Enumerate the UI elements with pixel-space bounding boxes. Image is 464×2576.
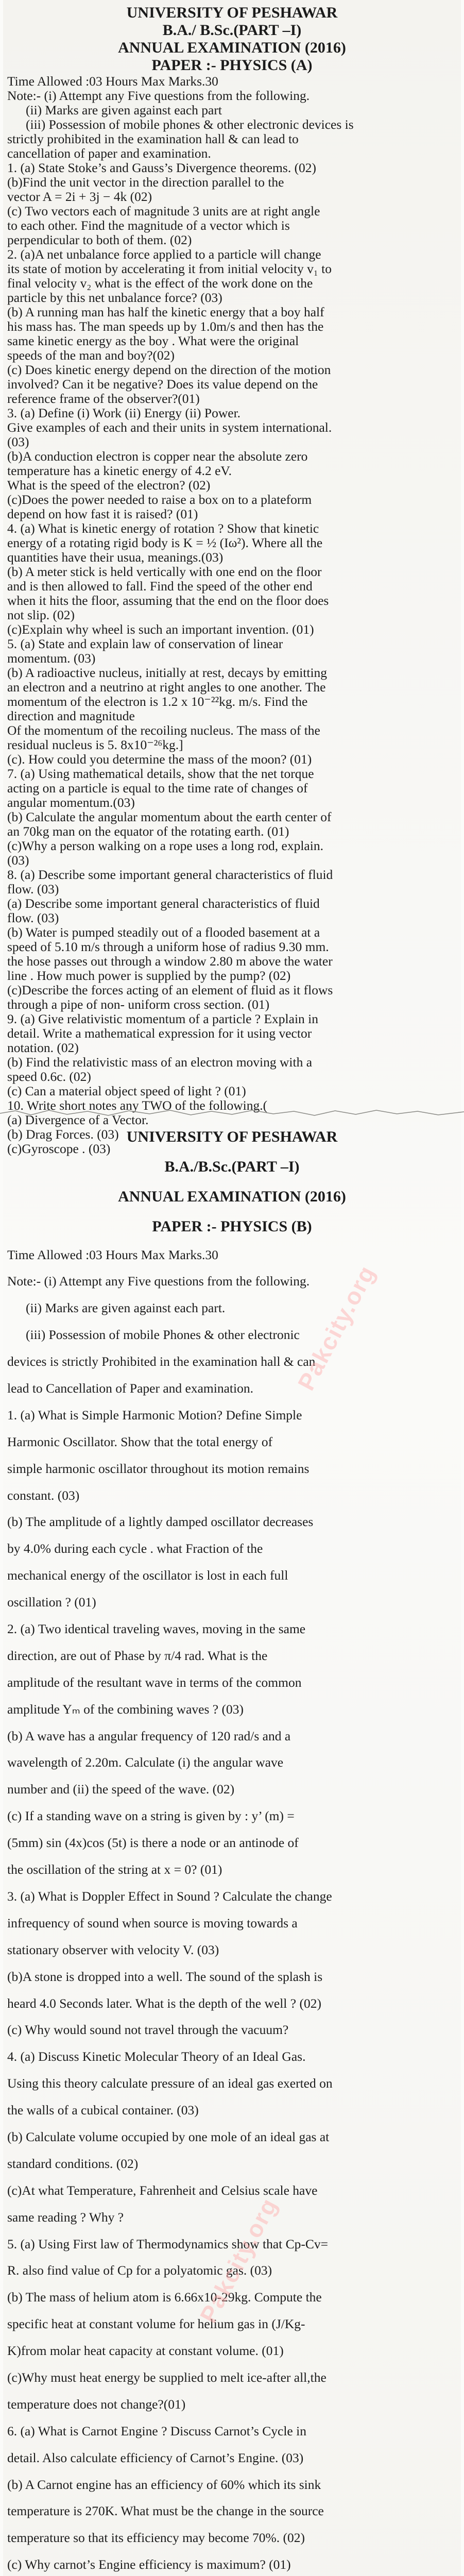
- header-line: PAPER :- PHYSICS (A): [151, 57, 313, 74]
- question-text-line: line . How much power is supplied by the pump? (02): [7, 969, 291, 983]
- question-text-line: speeds of the man and boy?(02): [7, 348, 175, 363]
- question-text-line: K)from molar heat capacity at constant volume. (01): [7, 2344, 284, 2359]
- question-text-line: (b) Calculate volume occupied by one mole of an ideal gas at: [7, 2129, 330, 2144]
- question-text-line: the oscillation of the string at x = 0? (01): [7, 1862, 222, 1877]
- question-text-line: (c) Why would sound not travel through the vacuum?: [7, 2023, 289, 2038]
- question-text-line: Note:- (i) Attempt any Five questions from the following.: [7, 1274, 310, 1289]
- question-text-line: number and (ii) the speed of the wave. (02): [7, 1782, 235, 1797]
- question-text-line: Time Allowed :03 Hours Max Marks.30: [7, 74, 218, 89]
- question-text-line: oscillation ? (01): [7, 1595, 96, 1610]
- question-text-line: 1. (a) State Stoke’s and Gauss’s Divergence theorems. (02): [7, 161, 317, 175]
- question-text-line: (b) The amplitude of a lightly damped oscillator decreases: [7, 1515, 314, 1530]
- question-text-line: (b) Find the relativistic mass of an electron moving with a: [7, 1055, 313, 1070]
- question-text-line: stationary observer with velocity V. (03): [7, 1942, 219, 1957]
- question-text-line: to each other. Find the magnitude of a vector which is: [7, 218, 290, 233]
- question-text-line: (b) A Carnot engine has an efficiency of 60% which its sink: [7, 2477, 321, 2492]
- question-text-line: notation. (02): [7, 1041, 79, 1055]
- question-text-line: heard 4.0 Seconds later. What is the depth of the well ? (02): [7, 1996, 321, 2011]
- question-text-line: (b) Calculate the angular momentum about the earth center of: [7, 810, 332, 824]
- question-text-line: R. also find value of Cp for a polyatomic gas. (03): [7, 2263, 272, 2278]
- question-text-line: detail. Write a mathematical expression for it using vector: [7, 1026, 312, 1041]
- header-line: UNIVERSITY OF PESHAWAR: [126, 4, 338, 21]
- question-text-line: same reading ? Why ?: [7, 2210, 124, 2225]
- question-text-line: perpendicular to both of them. (02): [7, 233, 192, 247]
- question-text-line: (b) Water is pumped steadily out of a flooded basement at a: [7, 925, 320, 940]
- question-text-line: (03): [7, 853, 29, 868]
- question-text-line: speed of 5.10 m/s through a uniform hose of radius 9.30 mm.: [7, 940, 329, 954]
- question-text-line: momentum. (03): [7, 651, 96, 666]
- question-text-line: acting on a particle is equal to the time rate of changes of: [7, 781, 308, 795]
- question-text-line: Time Allowed :03 Hours Max Marks.30: [7, 1247, 218, 1262]
- question-text-line: through a pipe of non- uniform cross section. (01): [7, 997, 270, 1012]
- torn-edge-divider: [0, 1108, 464, 1119]
- question-text-line: 6. (a) What is Carnot Engine ? Discuss Carnot’s Cycle in: [7, 2424, 306, 2438]
- question-text-line: (b) A running man has half the kinetic energy that a boy half: [7, 305, 324, 319]
- question-text-line: direction and magnitude: [7, 709, 135, 723]
- question-text-line: Using this theory calculate pressure of an ideal gas exerted on: [7, 2076, 333, 2091]
- question-text-line: his mass has. The man speeds up by 1.0m/s and then has the: [7, 319, 324, 334]
- question-text-line: 9. (a) Give relativistic momentum of a particle ? Explain in: [7, 1012, 319, 1026]
- question-text-line: involved? Can it be negative? Does its value depend on the: [7, 377, 318, 392]
- question-text-line: 1. (a) What is Simple Harmonic Motion? Define Simple: [7, 1408, 302, 1422]
- question-text-line: depend on how fast it is raised? (01): [7, 507, 198, 521]
- question-text-line: (b) The mass of helium atom is 6.66x10-29kg. Compute the: [7, 2290, 322, 2305]
- paper-a-questions: [7, 74, 457, 1156]
- question-text-line: quantities have their usua, meanings.(03): [7, 550, 224, 565]
- question-text-line: simple harmonic oscillator throughout its motion remains: [7, 1461, 310, 1476]
- question-text-line: (b) A wave has a angular frequency of 120 rad/s and a: [7, 1728, 291, 1743]
- question-text-line: angular momentum.(03): [7, 795, 135, 810]
- question-text-line: the hose passes out through a window 2.80 m above the water: [7, 954, 333, 969]
- physics-b-paper: [7, 1128, 457, 2576]
- question-text-line: not slip. (02): [7, 608, 75, 622]
- question-text-line: (c) Can a material object speed of light ? (01): [7, 1084, 246, 1098]
- question-text-line: (b) A meter stick is held vertically with one end on the floor: [7, 565, 322, 579]
- question-text-line: temperature is 270K. What must be the change in the source: [7, 2504, 324, 2519]
- question-text-line: 10. Write short notes any TWO of the following.(: [7, 1098, 268, 1113]
- question-text-line: the walls of a cubical container. (03): [7, 2103, 199, 2118]
- question-text-line: reference frame of the observer?(01): [7, 392, 200, 406]
- question-text-line: 5. (a) Using First law of Thermodynamics show that Cp-Cv=: [7, 2236, 329, 2251]
- question-text-line: lead to Cancellation of Paper and examination.: [7, 1381, 253, 1396]
- question-text-line: 4. (a) Discuss Kinetic Molecular Theory of an Ideal Gas.: [7, 2049, 306, 2064]
- question-text-line: (b)A stone is dropped into a well. The sound of the splash is: [7, 1969, 323, 1984]
- header-line: PAPER :- PHYSICS (B): [152, 1217, 312, 1235]
- question-text-line: (c)At what Temperature, Fahrenheit and Celsius scale have: [7, 2183, 318, 2198]
- question-text-line: (b) A radioactive nucleus, initially at rest, decays by emitting: [7, 666, 328, 680]
- question-text-line: Give examples of each and their units in system international.: [7, 420, 332, 435]
- question-text-line: detail. Also calculate efficiency of Carnot’s Engine. (03): [7, 2450, 304, 2465]
- question-text-line: 7. (a) Using mathematical details, show that the net torque: [7, 767, 314, 781]
- question-text-line: direction, are out of Phase by π/4 rad. What is the: [7, 1648, 268, 1663]
- question-text-line: 2. (a)A net unbalance force applied to a particle will change: [7, 247, 321, 262]
- question-text-line: mechanical energy of the oscillator is lost in each full: [7, 1568, 288, 1583]
- watermark-logo: Pakcity.org: [194, 2193, 283, 2327]
- question-text-line: (b) Drag Forces. (03): [7, 1127, 119, 1142]
- question-text-line: strictly prohibited in the examination hall & can lead to: [7, 132, 299, 146]
- question-text-line: (ii) Marks are given against each part: [26, 103, 222, 117]
- question-text-line: amplitude of the resultant wave in terms of the common: [7, 1675, 302, 1690]
- header-line: B.A./B.Sc.(PART –I): [164, 1158, 300, 1175]
- question-text-line: (iii) Possession of mobile Phones & other electronic: [26, 1328, 300, 1343]
- question-text-line: (c) Does kinetic energy depend on the direction of the motion: [7, 363, 331, 377]
- question-text-line: (5mm) sin (4x)cos (5t) is there a node or an antinode of: [7, 1836, 299, 1851]
- question-text-line: 4. (a) What is kinetic energy of rotation ? Show that kinetic: [7, 521, 319, 536]
- header-line: UNIVERSITY OF PESHAWAR: [126, 1128, 338, 1145]
- question-text-line: speed 0.6c. (02): [7, 1070, 91, 1084]
- question-text-line: final velocity v₂ what is the effect of the work done on the: [7, 276, 313, 291]
- question-text-line: (c)Why a person walking on a rope uses a long rod, explain.: [7, 839, 323, 853]
- header-line: B.A./ B.Sc.(PART –I): [162, 22, 302, 39]
- question-text-line: (03): [7, 435, 29, 449]
- question-text-line: specific heat at constant volume for helium gas in (J/Kg-: [7, 2317, 305, 2332]
- question-text-line: momentum of the electron is 1.2 x 10⁻²²kg. m/s. Find the: [7, 694, 308, 709]
- watermark-logo: Pakcity.org: [292, 1261, 381, 1395]
- question-text-line: and is then allowed to fall. Find the speed of the other end: [7, 579, 313, 594]
- question-text-line: 5. (a) State and explain law of conservation of linear: [7, 637, 283, 651]
- paper-b-header: [7, 1128, 457, 1235]
- question-text-line: an electron and a neutrino at right angles to one another. The: [7, 680, 326, 694]
- question-text-line: its state of motion by accelerating it from initial velocity v₁ to: [7, 262, 332, 276]
- question-text-line: (c)Explain why wheel is such an important invention. (01): [7, 622, 314, 637]
- question-text-line: (c) Why carnot’s Engine efficiency is maximum? (01): [7, 2557, 291, 2572]
- question-text-line: standard conditions. (02): [7, 2156, 139, 2171]
- question-text-line: infrequency of sound when source is moving towards a: [7, 1916, 298, 1930]
- question-text-line: temperature has a kinetic energy of 4.2 eV.: [7, 464, 232, 478]
- header-line: ANNUAL EXAMINATION (2016): [118, 39, 346, 56]
- question-text-line: (c)Gyroscope . (03): [7, 1142, 111, 1156]
- question-text-line: constant. (03): [7, 1488, 80, 1503]
- question-text-line: (c) Two vectors each of magnitude 3 units are at right angle: [7, 204, 320, 218]
- question-text-line: cancellation of paper and examination.: [7, 146, 211, 161]
- question-text-line: flow. (03): [7, 911, 59, 925]
- question-text-line: (b)A conduction electron is copper near the absolute zero: [7, 449, 308, 464]
- question-text-line: (b)Find the unit vector in the direction parallel to the: [7, 175, 284, 190]
- question-text-line: residual nucleus is 5. 8x10⁻²⁶kg.]: [7, 738, 183, 752]
- question-text-line: (c)Does the power needed to raise a box on to a plateform: [7, 493, 312, 507]
- question-text-line: temperature does not change?(01): [7, 2397, 186, 2412]
- question-text-line: Of the momentum of the recoiling nucleus. The mass of the: [7, 723, 320, 738]
- question-text-line: 3. (a) What is Doppler Effect in Sound ? Calculate the change: [7, 1889, 332, 1904]
- question-text-line: (c)Describe the forces acting of an element of fluid as it flows: [7, 983, 333, 997]
- question-text-line: same kinetic energy as the boy . What were the original: [7, 334, 299, 348]
- header-line: ANNUAL EXAMINATION (2016): [118, 1188, 346, 1205]
- question-text-line: Note:- (i) Attempt any Five questions from the following.: [7, 89, 310, 103]
- question-text-line: when it hits the floor, assuming that the end on the floor does: [7, 594, 329, 608]
- question-text-line: particle by this net unbalance force? (03): [7, 291, 222, 305]
- question-text-line: vector A = 2i + 3j − 4k (02): [7, 190, 152, 204]
- question-text-line: devices is strictly Prohibited in the examination hall & can: [7, 1354, 316, 1369]
- question-text-line: Harmonic Oscillator. Show that the total energy of: [7, 1434, 273, 1449]
- physics-a-paper: [7, 4, 457, 1156]
- question-text-line: 2. (a) Two identical traveling waves, moving in the same: [7, 1622, 306, 1637]
- question-text-line: What is the speed of the electron? (02): [7, 478, 211, 493]
- question-text-line: flow. (03): [7, 882, 59, 896]
- question-text-line: (ii) Marks are given against each part.: [26, 1301, 226, 1316]
- question-text-line: (a) Describe some important general characteristics of fluid: [7, 896, 320, 911]
- paper-a-header: [7, 4, 457, 74]
- question-text-line: (a) Divergence of a Vector.: [7, 1113, 149, 1127]
- question-text-line: energy of a rotating rigid body is K = ½ (Iω²). Where all the: [7, 536, 323, 550]
- question-text-line: by 4.0% during each cycle . what Fraction of the: [7, 1541, 263, 1556]
- question-text-line: temperature so that its efficiency may become 70%. (02): [7, 2531, 305, 2546]
- question-text-line: (c) If a standing wave on a string is given by : y’ (m) =: [7, 1809, 295, 1824]
- question-text-line: 8. (a) Describe some important general characteristics of fluid: [7, 868, 333, 882]
- paper-b-questions: [7, 1248, 457, 2576]
- question-text-line: (c). How could you determine the mass of the moon? (01): [7, 752, 312, 767]
- question-text-line: (c)Why must heat energy be supplied to melt ice-after all,the: [7, 2370, 326, 2385]
- question-text-line: an 70kg man on the equator of the rotating earth. (01): [7, 824, 289, 839]
- question-text-line: (iii) Possession of mobile phones & other electronic devices is: [26, 117, 354, 132]
- question-text-line: amplitude Yₘ of the combining waves ? (03): [7, 1702, 244, 1717]
- question-text-line: wavelength of 2.20m. Calculate (i) the angular wave: [7, 1755, 284, 1770]
- question-text-line: 3. (a) Define (i) Work (ii) Energy (ii) Power.: [7, 406, 241, 420]
